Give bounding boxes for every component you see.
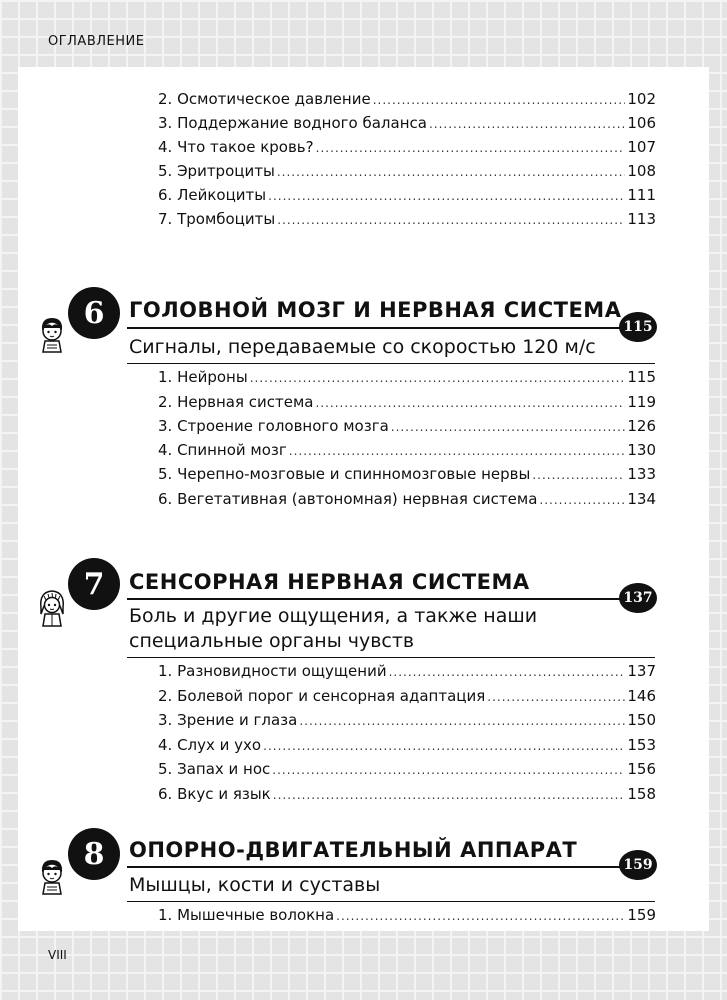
dot-leader bbox=[391, 420, 626, 434]
entry-page: 106 bbox=[627, 114, 656, 132]
toc-entry[interactable] bbox=[158, 490, 656, 512]
dot-leader bbox=[268, 189, 625, 203]
entry-title: 3. Строение головного мозга bbox=[158, 417, 389, 435]
dot-leader bbox=[299, 714, 625, 728]
entry-page: 146 bbox=[627, 687, 656, 705]
dot-leader bbox=[316, 141, 626, 155]
toc-entry[interactable] bbox=[158, 417, 656, 439]
dot-leader bbox=[250, 371, 626, 385]
chapter-title[interactable]: ОПОРНО-ДВИГАТЕЛЬНЫЙ АППАРАТ bbox=[129, 838, 578, 862]
entry-title: 6. Вкус и язык bbox=[158, 785, 271, 803]
chapter-title[interactable]: СЕНСОРНАЯ НЕРВНАЯ СИСТЕМА bbox=[129, 570, 530, 594]
chapter-subtitle-line-2: специальные органы чувств bbox=[129, 630, 415, 652]
chapter-number-badge: 6 bbox=[68, 287, 120, 339]
chapter-number-badge: 7 bbox=[68, 558, 120, 610]
entry-page: 156 bbox=[627, 760, 656, 778]
entry-title: 1. Разновидности ощущений bbox=[158, 662, 387, 680]
toc-entry[interactable] bbox=[158, 687, 656, 709]
toc-entry[interactable] bbox=[158, 906, 656, 928]
entry-title: 6. Лейкоциты bbox=[158, 186, 267, 204]
chapter-page-badge: 159 bbox=[619, 850, 657, 880]
chapter-subtitle: Сигналы, передаваемые со скоростью 120 м/с bbox=[129, 336, 596, 358]
toc-entry[interactable] bbox=[158, 785, 656, 807]
running-header: ОГЛАВЛЕНИЕ bbox=[48, 34, 145, 49]
entry-title: 2. Осмотическое давление bbox=[158, 90, 371, 108]
dot-leader bbox=[373, 93, 626, 107]
dot-leader bbox=[277, 213, 625, 227]
entry-title: 2. Нервная система bbox=[158, 393, 314, 411]
toc-entry[interactable] bbox=[158, 711, 656, 733]
entry-page: 137 bbox=[627, 662, 656, 680]
toc-entry[interactable] bbox=[158, 393, 656, 415]
dot-leader bbox=[263, 739, 625, 753]
chapter-subtitle: Мышцы, кости и суставы bbox=[129, 874, 381, 896]
mascot-boy-icon bbox=[36, 314, 68, 354]
entry-page: 107 bbox=[627, 138, 656, 156]
entry-title: 1. Мышечные волокна bbox=[158, 906, 335, 924]
entry-page: 134 bbox=[627, 490, 656, 508]
toc-entry[interactable] bbox=[158, 465, 656, 487]
entry-page: 108 bbox=[627, 162, 656, 180]
toc-entry[interactable] bbox=[158, 441, 656, 463]
toc-entry[interactable] bbox=[158, 760, 656, 782]
page-number: VIII bbox=[48, 948, 67, 962]
entry-title: 3. Зрение и глаза bbox=[158, 711, 298, 729]
dot-leader bbox=[273, 788, 626, 802]
entry-page: 119 bbox=[627, 393, 656, 411]
entry-title: 5. Черепно-мозговые и спинномозговые нервы bbox=[158, 465, 531, 483]
dot-leader bbox=[277, 165, 626, 179]
entry-title: 2. Болевой порог и сенсорная адаптация bbox=[158, 687, 486, 705]
entry-page: 130 bbox=[627, 441, 656, 459]
dot-leader bbox=[539, 493, 625, 507]
dot-leader bbox=[532, 468, 625, 482]
toc-entry[interactable] bbox=[158, 210, 656, 232]
mascot-boy-icon bbox=[36, 856, 68, 896]
subtitle-rule bbox=[127, 657, 655, 658]
entry-page: 133 bbox=[627, 465, 656, 483]
entry-page: 126 bbox=[627, 417, 656, 435]
entry-page: 113 bbox=[627, 210, 656, 228]
chapter-number-badge: 8 bbox=[68, 828, 120, 880]
entry-page: 153 bbox=[627, 736, 656, 754]
toc-entry[interactable] bbox=[158, 90, 656, 112]
toc-entry[interactable] bbox=[158, 114, 656, 136]
dot-leader bbox=[336, 909, 625, 923]
entry-title: 5. Эритроциты bbox=[158, 162, 275, 180]
entry-page: 111 bbox=[627, 186, 656, 204]
toc-entry[interactable] bbox=[158, 368, 656, 390]
toc-entry[interactable] bbox=[158, 162, 656, 184]
entry-title: 6. Вегетативная (автономная) нервная система bbox=[158, 490, 538, 508]
toc-entry[interactable] bbox=[158, 736, 656, 758]
dot-leader bbox=[429, 117, 625, 131]
subtitle-rule bbox=[127, 901, 655, 902]
entry-title: 4. Слух и ухо bbox=[158, 736, 262, 754]
dot-leader bbox=[487, 690, 625, 704]
dot-leader bbox=[389, 665, 626, 679]
entry-page: 150 bbox=[627, 711, 656, 729]
dot-leader bbox=[315, 396, 625, 410]
entry-title: 4. Спинной мозг bbox=[158, 441, 287, 459]
entry-page: 115 bbox=[627, 368, 656, 386]
toc-entry[interactable] bbox=[158, 186, 656, 208]
chapter-title[interactable]: ГОЛОВНОЙ МОЗГ И НЕРВНАЯ СИСТЕМА bbox=[129, 298, 622, 322]
toc-entry[interactable] bbox=[158, 662, 656, 684]
chapter-subtitle-line-1: Боль и другие ощущения, а также наши bbox=[129, 605, 538, 627]
entry-title: 5. Запах и нос bbox=[158, 760, 271, 778]
entry-page: 102 bbox=[627, 90, 656, 108]
chapter-rule bbox=[127, 327, 627, 329]
dot-leader bbox=[289, 444, 626, 458]
chapter-rule bbox=[127, 866, 627, 868]
dot-leader bbox=[272, 763, 625, 777]
toc-entry[interactable] bbox=[158, 138, 656, 160]
entry-title: 7. Тромбоциты bbox=[158, 210, 276, 228]
chapter-page-badge: 137 bbox=[619, 583, 657, 613]
entry-title: 3. Поддержание водного баланса bbox=[158, 114, 427, 132]
entry-page: 159 bbox=[627, 906, 656, 924]
entry-title: 4. Что такое кровь? bbox=[158, 138, 314, 156]
entry-page: 158 bbox=[627, 785, 656, 803]
chapter-rule bbox=[127, 598, 627, 600]
entry-title: 1. Нейроны bbox=[158, 368, 248, 386]
mascot-girl-icon bbox=[36, 586, 68, 628]
subtitle-rule bbox=[127, 363, 655, 364]
chapter-page-badge: 115 bbox=[619, 312, 657, 342]
